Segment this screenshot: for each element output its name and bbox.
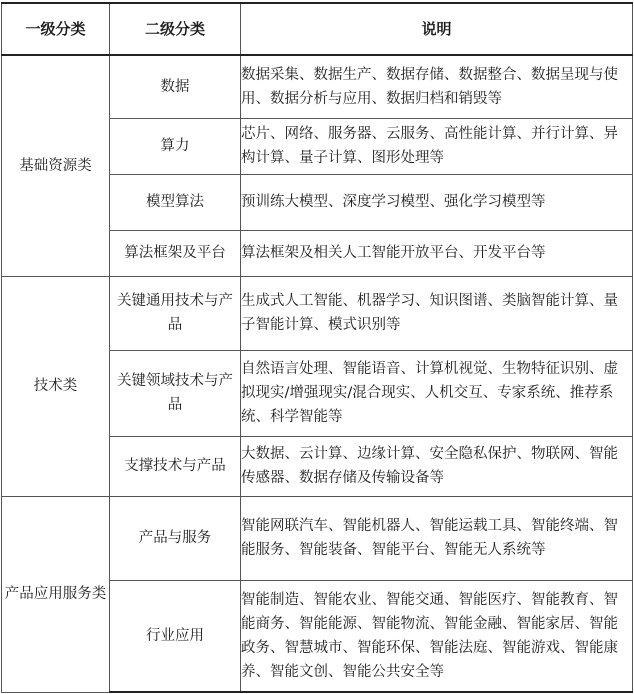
description-cell: 智能网联汽车、智能机器人、智能运载工具、智能终端、智能服务、智能装备、智能平台、智能无人系统等 (241, 496, 633, 580)
description-cell: 自然语言处理、智能语音、计算机视觉、生物特征识别、虚拟现实/增强现实/混合现实、人机交互、专家系统、推荐系统、科学智能等 (241, 350, 633, 436)
table-row (2, 496, 633, 580)
description-cell: 算法框架及相关人工智能开放平台、开发平台等 (241, 230, 633, 276)
description-cell: 大数据、云计算、边缘计算、安全隐私保护、物联网、智能传感器、数据存储及传输设备等 (241, 436, 633, 496)
level2-cell: 算法框架及平台 (110, 230, 241, 276)
description-cell: 芯片、网络、服务器、云服务、高性能计算、并行计算、异构计算、量子计算、图形处理等 (241, 118, 633, 174)
description-cell: 智能制造、智能农业、智能交通、智能医疗、智能教育、智能商务、智能能源、智能物流、智能金融、智能家居、智能政务、智慧城市、智能环保、智能法庭、智能游戏、智能康养、智能文创、智能公共安全等 (241, 580, 633, 692)
level1-cell: 技术类 (2, 276, 110, 496)
table-row (2, 276, 633, 350)
header-description: 说明 (241, 3, 633, 55)
classification-table (1, 2, 633, 693)
description-cell: 生成式人工智能、机器学习、知识图谱、类脑智能计算、量子智能计算、模式识别等 (241, 276, 633, 350)
level1-cell: 产品应用服务类 (2, 496, 110, 692)
level2-cell: 产品与服务 (110, 496, 241, 580)
level2-cell: 算力 (110, 118, 241, 174)
level1-cell: 基础资源类 (2, 55, 110, 276)
header-row (2, 3, 633, 55)
level2-cell: 行业应用 (110, 580, 241, 692)
description-cell: 预训练大模型、深度学习模型、强化学习模型等 (241, 174, 633, 230)
description-cell: 数据采集、数据生产、数据存储、数据整合、数据呈现与使用、数据分析与应用、数据归档和销毁等 (241, 55, 633, 118)
level2-cell: 关键通用技术与产品 (110, 276, 241, 350)
level2-cell: 模型算法 (110, 174, 241, 230)
table-row (2, 55, 633, 118)
header-level1: 一级分类 (2, 3, 110, 55)
level2-cell: 数据 (110, 55, 241, 118)
level2-cell: 关键领域技术与产品 (110, 350, 241, 436)
header-level2: 二级分类 (110, 3, 241, 55)
level2-cell: 支撑技术与产品 (110, 436, 241, 496)
